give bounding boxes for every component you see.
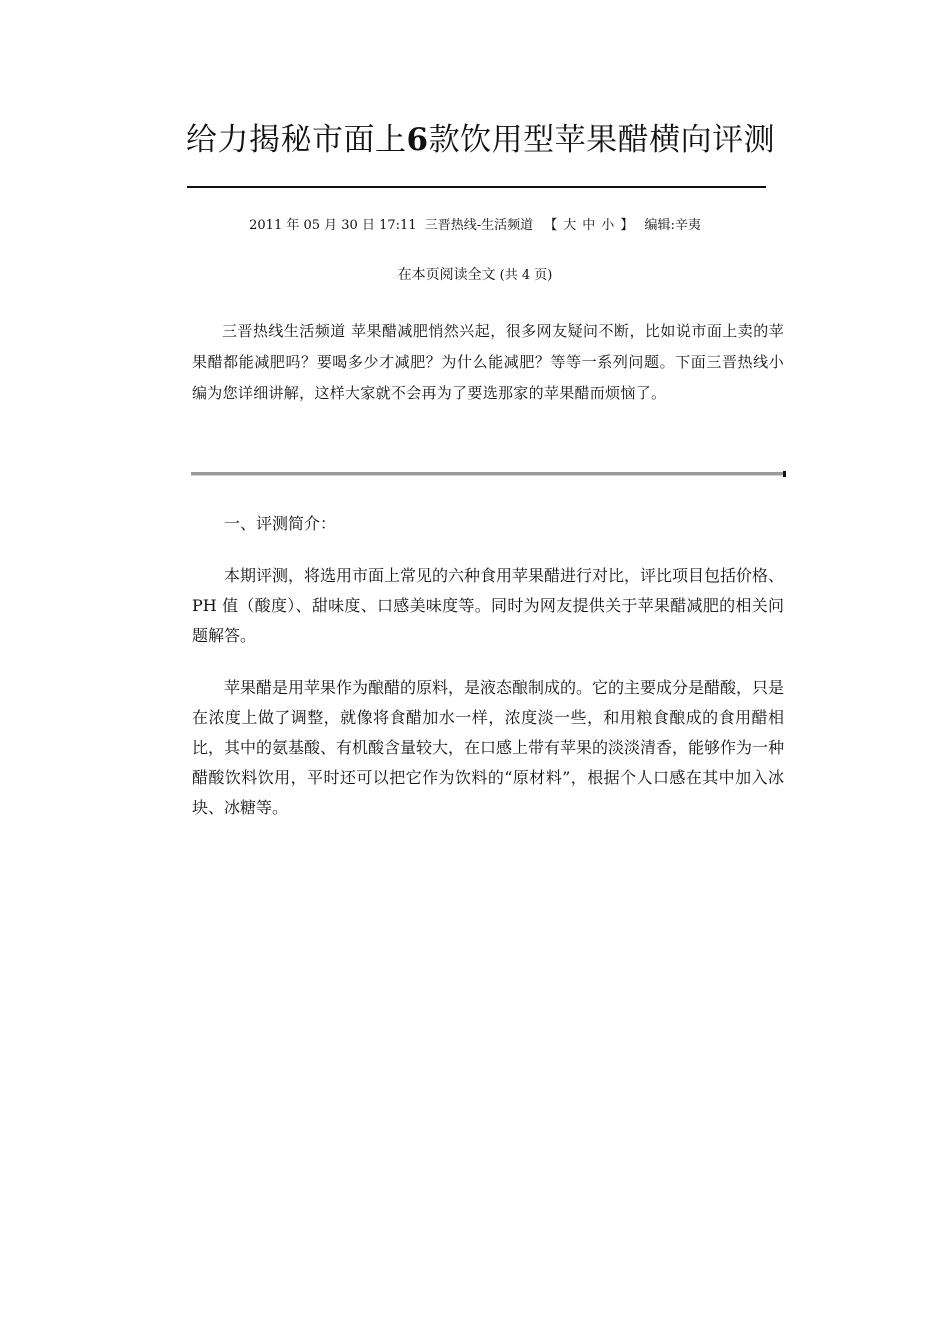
title-underline xyxy=(187,186,766,188)
article-title xyxy=(186,118,786,162)
section-heading: 一、评测简介： xyxy=(224,514,337,533)
section-divider xyxy=(191,472,786,476)
font-size-control xyxy=(541,218,636,233)
article-meta xyxy=(0,215,950,237)
read-full-article-link[interactable]: 在本页阅读全文 xyxy=(397,267,496,283)
size-bracket-close: 】 xyxy=(620,218,634,233)
body-paragraph: 苹果醋是用苹果作为酿醋的原料，是液态酿制成的。它的主要成分是醋酸，只是在浓度上做了调整，就像将食醋加水一样，浓度淡一些，和用粮食酿成的食用醋相比，其中的氨基酸、有机酸含量较大，在口感上带有苹果的淡淡清香，能够作为一种醋酸饮料饮用，平时还可以把它作为饮料的“原材料”，根据个人口感在其中加入冰块、冰糖等。 xyxy=(192,678,785,817)
intro-paragraph: 三晋热线生活频道 苹果醋减肥悄然兴起，很多网友疑问不断，比如说市面上卖的苹果醋都能减肥吗？要喝多少才减肥？为什么能减肥？等等一系列问题。下面三晋热线小编为您详细讲解，这样大家就不会再为了要选那家的苹果醋而烦恼了。 xyxy=(192,322,784,402)
body-paragraph: 本期评测，将选用市面上常见的六种食用苹果醋进行对比，评比项目包括价格、PH 值（酸度）、甜味度、口感美味度等。同时为网友提供关于苹果醋减肥的相关问题解答。 xyxy=(192,566,785,645)
editor-label: 编辑:辛夷 xyxy=(644,218,701,233)
font-size-medium-button[interactable]: 中 xyxy=(582,218,596,233)
title-number: 6 xyxy=(406,122,429,158)
divider-end-mark xyxy=(783,471,786,477)
title-text-after: 款饮用型苹果醋横向评测 xyxy=(428,122,776,158)
publish-datetime: 2011 年 05 月 30 日 17:11 xyxy=(249,218,417,233)
font-size-small-button[interactable]: 小 xyxy=(601,218,615,233)
title-text-before: 给力揭秘市面上 xyxy=(186,122,407,158)
page-count: (共 4 页) xyxy=(499,268,553,283)
font-size-large-button[interactable]: 大 xyxy=(563,218,577,233)
read-all-row xyxy=(0,264,950,287)
size-bracket-open: 【 xyxy=(544,218,558,233)
source-link[interactable]: 三晋热线-生活频道 xyxy=(424,218,534,233)
